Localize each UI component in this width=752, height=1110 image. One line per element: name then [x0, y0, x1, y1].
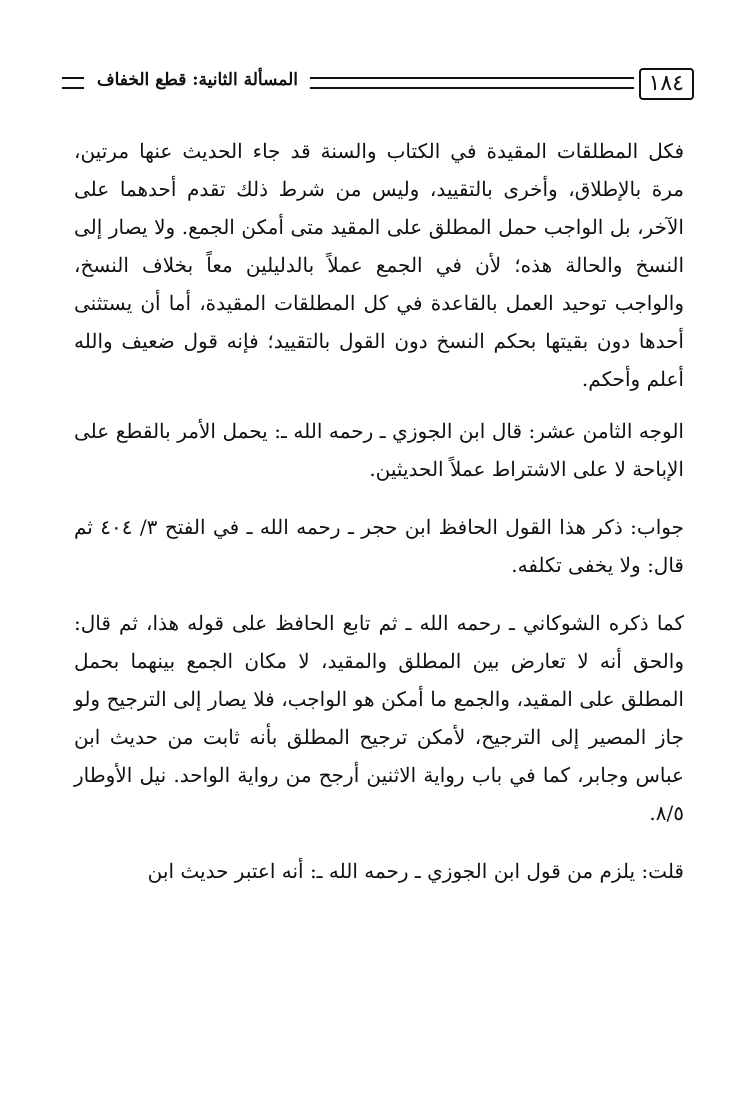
paragraph-2: الوجه الثامن عشر: قال ابن الجوزي ـ رحمه الله ـ: يحمل الأمر بالقطع على الإباحة لا على الاشتراط عملاً الحديثين. — [74, 419, 684, 481]
page-body — [74, 132, 684, 910]
chapter-title: المسألة الثانية: قطع الخفاف — [97, 70, 298, 90]
paragraph-1: فكل المطلقات المقيدة في الكتاب والسنة قد جاء الحديث عنها مرتين، مرة بالإطلاق، وأخرى بالتقييد، وليس من شرط ذلك تقدم أحدهما على الآخر، بل الواجب حمل المطلق على المقيد متى أمكن الجمع. ولا يصار إلى النسخ والحالة هذه؛ لأن في الجمع عملاً بالدليلين معاً بخلاف النسخ، والواجب توحيد العمل بالقاعدة في كل المطلقات المقيدة، أما أن يستثنى أحدها دون بقيتها بحكم النسخ دون القول بالتقييد؛ فإنه قول ضعيف والله أعلم وأحكم. — [74, 139, 684, 391]
running-header — [62, 66, 694, 102]
header-rule — [310, 77, 634, 89]
paragraph-4: كما ذكره الشوكاني ـ رحمه الله ـ ثم تابع الحافظ على قوله هذا، ثم قال: والحق أنه لا تعارض بين المطلق والمقيد، لا مكان الجمع بينهما بحمل المطلق على المقيد، والجمع ما أمكن هو الواجب، فلا يصار إلى الترجيح ولو جاز المصير إلى الترجيح، لأمكن ترجيح المطلق بأنه ثابت من حديث ابن عباس وجابر، كما في باب رواية الاثنين أرجح من رواية الواحد. نيل الأوطار ٨/٥. — [74, 611, 684, 825]
paragraph-3: جواب: ذكر هذا القول الحافظ ابن حجر ـ رحمه الله ـ في الفتح ٣/ ٤٠٤ ثم قال: ولا يخفى تكلفه. — [74, 515, 684, 577]
header-rule-end — [62, 77, 84, 89]
paragraph-5: قلت: يلزم من قول ابن الجوزي ـ رحمه الله ـ: أنه اعتبر حديث ابن — [147, 859, 684, 883]
page-number: ١٨٤ — [639, 68, 694, 100]
